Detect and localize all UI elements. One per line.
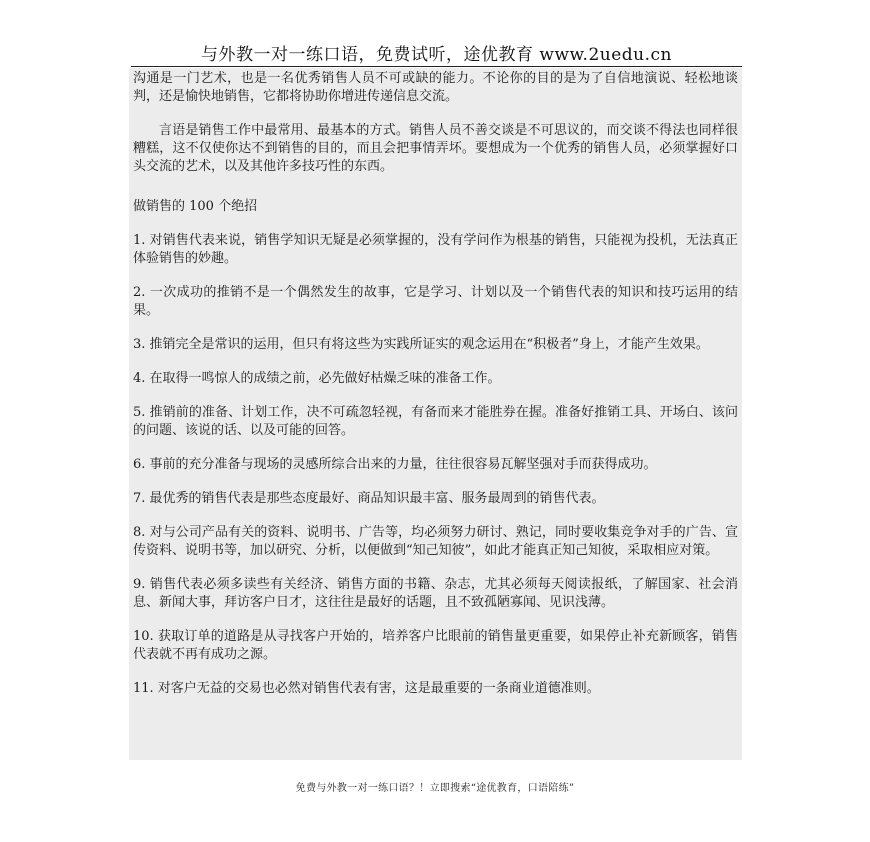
list-item: 4. 在取得一鸣惊人的成绩之前，必先做好枯燥乏味的准备工作。 xyxy=(133,371,501,386)
intro-paragraph: 沟通是一门艺术，也是一名优秀销售人员不可或缺的能力。不论你的目的是为了自信地演说、轻松地谈判，还是愉快地销售，它都将协助你增进传递信息交流。 xyxy=(133,71,738,104)
page-header-title: 与外教一对一练口语，免费试听，途优教育 www.2uedu.cn xyxy=(201,45,672,65)
list-item: 11. 对客户无益的交易也必然对销售代表有害，这是最重要的一条商业道德准则。 xyxy=(133,681,600,696)
list-item: 7. 最优秀的销售代表是那些态度最好、商品知识最丰富、服务最周到的销售代表。 xyxy=(133,491,605,506)
list-item: 10. 获取订单的道路是从寻找客户开始的，培养客户比眼前的销售量更重要，如果停止补充新顾客，销售代表就不再有成功之源。 xyxy=(133,629,738,662)
list-item: 2. 一次成功的推销不是一个偶然发生的故事，它是学习、计划以及一个销售代表的知识和技巧运用的结果。 xyxy=(133,285,738,318)
header-divider xyxy=(131,66,742,67)
document-body xyxy=(129,68,742,760)
list-item: 3. 推销完全是常识的运用，但只有将这些为实践所证实的观念运用在“积极者”身上，才能产生效果。 xyxy=(133,337,709,352)
section-title: 做销售的 100 个绝招 xyxy=(133,199,258,214)
list-item: 6. 事前的充分准备与现场的灵感所综合出来的力量，往往很容易瓦解坚强对手而获得成功。 xyxy=(133,457,657,472)
list-item: 1. 对销售代表来说，销售学知识无疑是必须掌握的，没有学问作为根基的销售，只能视为投机，无法真正体验销售的妙趣。 xyxy=(133,233,738,266)
list-item: 8. 对与公司产品有关的资料、说明书、广告等，均必须努力研讨、熟记，同时要收集竞争对手的广告、宣传资料、说明书等，加以研究、分析，以便做到“知己知彼”，如此才能真正知己知彼，采取相应对策。 xyxy=(133,525,738,558)
speech-paragraph: 言语是销售工作中最常用、最基本的方式。销售人员不善交谈是不可思议的，而交谈不得法也同样很糟糕，这不仅使你达不到销售的目的，而且会把事情弄坏。要想成为一个优秀的销售人员，必须掌握好口头交流的艺术，以及其他许多技巧性的东西。 xyxy=(133,123,738,174)
list-item: 5. 推销前的准备、计划工作，决不可疏忽轻视，有备而来才能胜券在握。准备好推销工具、开场白、该问的问题、该说的话、以及可能的回答。 xyxy=(133,405,738,438)
page-footer: 免费与外教一对一练口语？！立即搜索“途优教育，口语陪练” xyxy=(295,783,575,794)
list-item: 9. 销售代表必须多读些有关经济、销售方面的书籍、杂志，尤其必须每天阅读报纸，了解国家、社会消息、新闻大事，拜访客户日才，这往往是最好的话题，且不致孤陋寡闻、见识浅薄。 xyxy=(133,577,738,610)
